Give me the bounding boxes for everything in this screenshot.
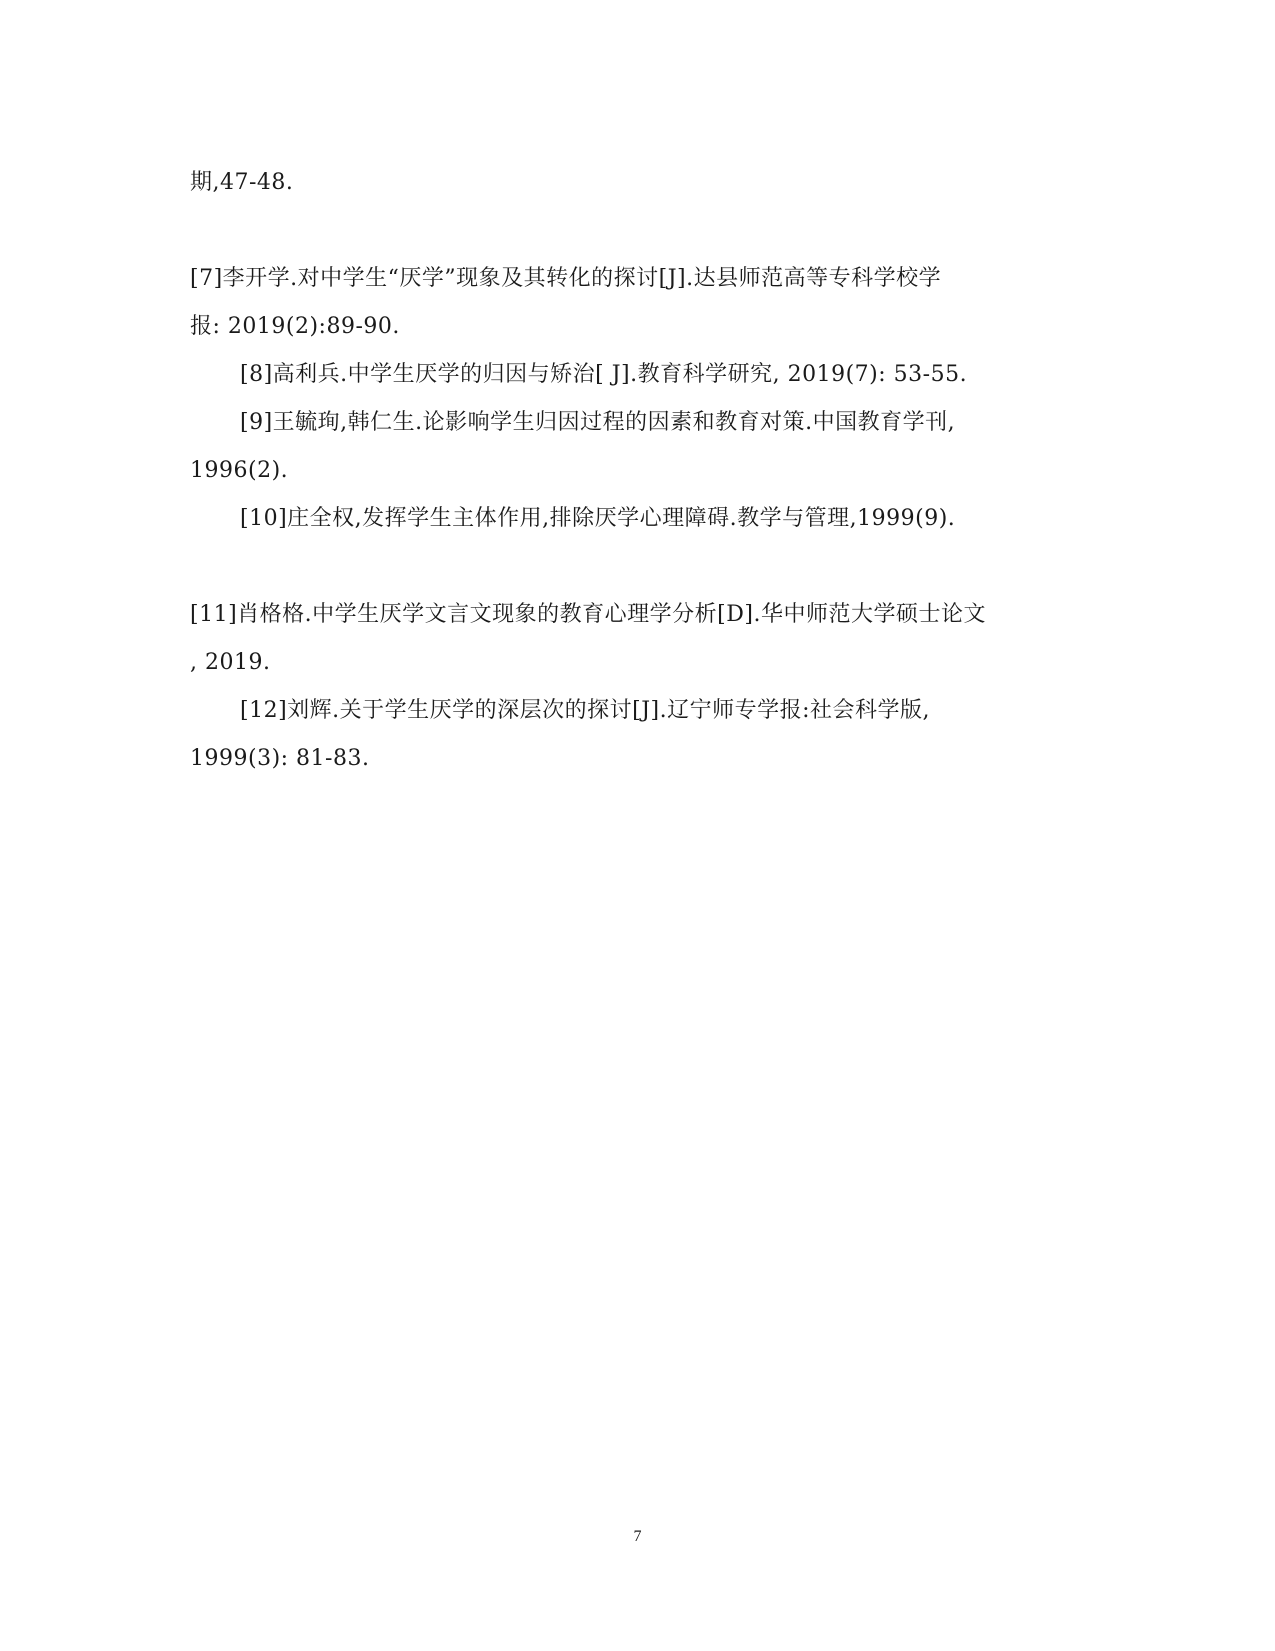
reference-12-line-2: 1999(3): 81-83. xyxy=(190,746,370,771)
reference-9-line-2: 1996(2). xyxy=(190,458,289,483)
reference-10-line-1: [10]庄全权,发挥学生主体作用,排除厌学心理障碍.教学与管理,1999(9). xyxy=(240,506,956,531)
reference-11-line-1: [11]肖格格.中学生厌学文言文现象的教育心理学分析[D].华中师范大学硕士论文 xyxy=(190,602,986,627)
reference-11-line-2: , 2019. xyxy=(190,650,271,675)
reference-7-line-1: [7]李开学.对中学生“厌学”现象及其转化的探讨[J].达县师范高等专科学校学 xyxy=(190,266,942,291)
reference-12-line-1: [12]刘辉.关于学生厌学的深层次的探讨[J].辽宁师专学报:社会科学版, xyxy=(240,698,931,723)
reference-8-line-1: [8]高利兵.中学生厌学的归因与矫治[ J].教育科学研究, 2019(7): 53-55. xyxy=(240,362,968,387)
reference-7-line-2: 报: 2019(2):89-90. xyxy=(190,314,400,339)
reference-9-line-1: [9]王毓珣,韩仁生.论影响学生归因过程的因素和教育对策.中国教育学刊, xyxy=(240,410,956,435)
reference-continuation-line: 期,47-48. xyxy=(190,170,294,195)
page-number: 7 xyxy=(633,1528,642,1545)
